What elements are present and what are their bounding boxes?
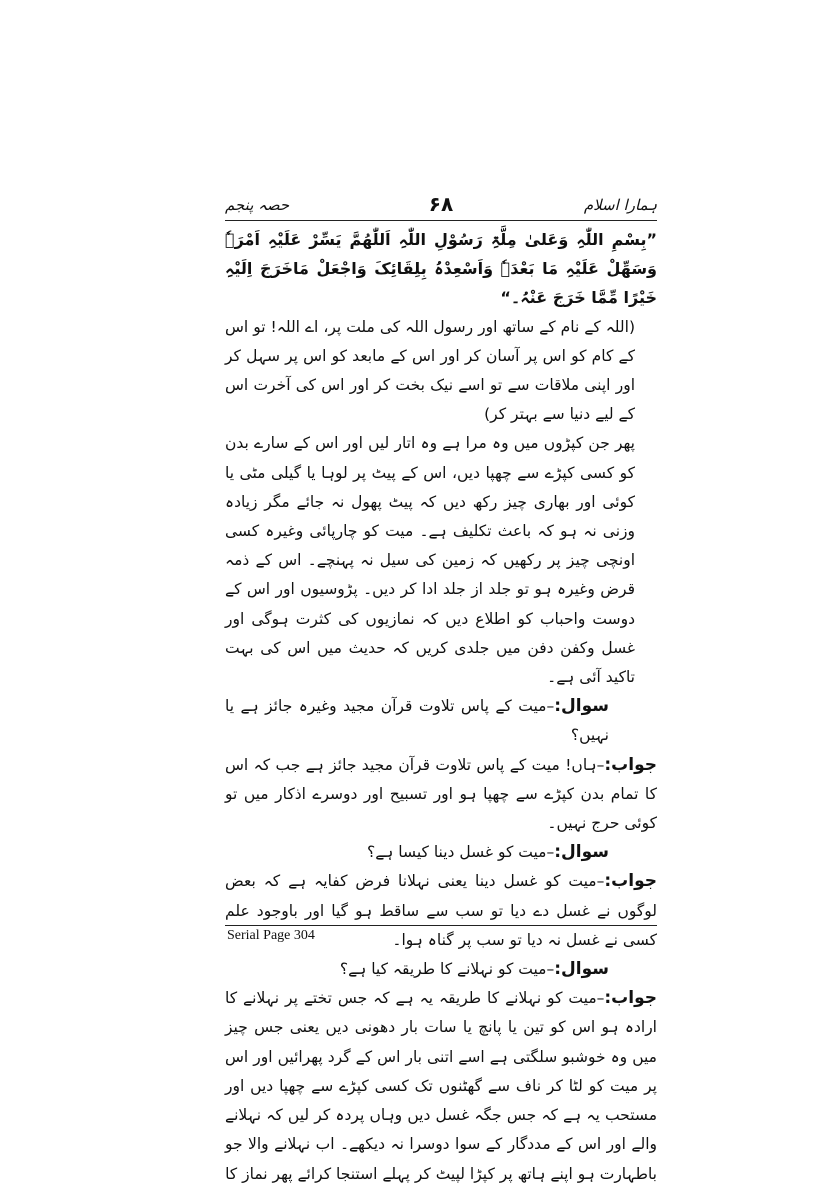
answer-text: –ہاں! میت کے پاس تلاوت قرآن مجید جائز ہے جب کہ اس کا تمام بدن کپڑے سے چھپا ہو اور تسبیح اور دوسرے اذکار میں تو کوئی حرج نہیں۔ bbox=[225, 755, 657, 833]
part-label: حصہ پنجم bbox=[225, 196, 290, 214]
answer-1 bbox=[225, 751, 657, 839]
answer-text: –میت کو غسل دینا یعنی نہلانا فرض کفایہ ہے کہ بعض لوگوں نے غسل دے دیا تو سب سے ساقط ہو گیا اور باوجود علم کسی نے غسل نہ دیا تو سب پر گناہ ہوا۔ bbox=[225, 872, 657, 949]
dua-arabic: ”بِسْمِ اللّٰہِ وَعَلیٰ مِلَّۃِ رَسُوْلِ اللّٰہِ اَللّٰھُمَّ یَسِّرْ عَلَیْہِ اَمْرَہٗ وَسَھِّلْ عَلَیْہِ مَا بَعْدَہٗ وَاَسْعِدْہُ بِلِقَائِکَ وَاجْعَلْ مَاخَرَجَ اِلَیْہِ خَیْرًا مِّمَّا خَرَجَ عَنْہُ۔“ bbox=[225, 230, 657, 308]
page-header bbox=[225, 190, 657, 221]
page-number: ۶۸ bbox=[428, 192, 454, 216]
answer-label: جواب: bbox=[604, 871, 657, 892]
question-label: سوال: bbox=[554, 959, 609, 980]
question-text: –میت کو نہلانے کا طریقہ کیا ہے؟ bbox=[339, 960, 555, 979]
question-2 bbox=[225, 838, 657, 867]
answer-3 bbox=[225, 984, 657, 1188]
answer-label: جواب: bbox=[604, 754, 657, 775]
book-title: ہمارا اسلام bbox=[583, 196, 657, 214]
answer-text: –میت کو نہلانے کا طریقہ یہ ہے کہ جس تختے پر نہلانے کا ارادہ ہو اس کو تین یا پانچ یا سات بار دھونی دیں یعنی جس چیز میں وہ خوشبو سلگتی ہے اسے اتنی بار اس کے گرد پھرائیں اور اس پر میت کو لٹا کر ناف سے گھٹنوں تک کسی کپڑے سے چھپا دیں اور مستحب یہ ہے کہ جس جگہ غسل دیں وہاں پردہ کر لیں کہ نہلانے والے اور اس کے مددگار کے سوا دوسرا نہ دیکھے۔ اب نہلانے والا جو باطہارت ہو اپنے ہاتھ پر کپڑا لپیٹ کر پہلے استنجا کرائے پھر نماز کا bbox=[225, 989, 657, 1183]
question-text: –میت کے پاس تلاوت قرآن مجید وغیرہ جائز ہے یا نہیں؟ bbox=[225, 697, 609, 745]
question-label: سوال: bbox=[554, 696, 609, 717]
question-1 bbox=[225, 692, 657, 750]
dua-translation: (اللہ کے نام کے ساتھ اور رسول اللہ کی ملت پر، اے اللہ! تو اس کے کام کو اس پر آسان کر اور اس کے مابعد کو اس پر سہل کر اور اپنی ملاقات سے تو اسے نیک بخت کر اور اس کی آخرت اس کے لیے دنیا سے بہتر کر) bbox=[225, 317, 635, 424]
paragraph-body: پھر جن کپڑوں میں وہ مرا ہے وہ اتار لیں اور اس کے سارے بدن کو کسی کپڑے سے چھپا دیں، اس کے پیٹ پر لوہا یا گیلی مٹی یا کوئی اور بھاری چیز رکھ دیں کہ پیٹ پھول نہ جائے مگر زیادہ وزنی نہ ہو کہ باعث تکلیف ہے۔ میت کو چارپائی وغیرہ کسی اونچی چیز پر رکھیں کہ زمین کی سیل نہ پہنچے۔ اس کے ذمہ قرض وغیرہ ہو تو جلد از جلد ادا کر دیں۔ پڑوسیوں اور اس کے دوست واحباب کو اطلاع دیں کہ نمازیوں کی کثرت ہوگی اور غسل وکفن دفن میں جلدی کریں کہ حدیث میں اس کی بہت تاکید آئی ہے۔ bbox=[225, 434, 635, 687]
answer-label: جواب: bbox=[604, 988, 657, 1009]
serial-page: Serial Page 304 bbox=[227, 928, 315, 943]
document-page bbox=[225, 190, 657, 1183]
question-3 bbox=[225, 955, 657, 984]
question-label: سوال: bbox=[554, 842, 609, 863]
question-text: –میت کو غسل دینا کیسا ہے؟ bbox=[366, 843, 555, 862]
